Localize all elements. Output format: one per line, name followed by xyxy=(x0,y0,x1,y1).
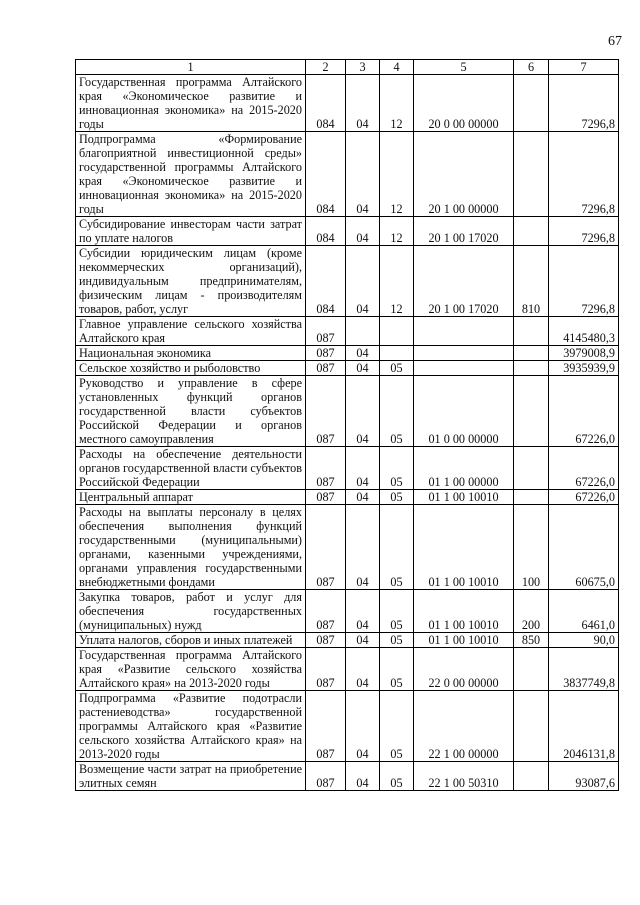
table-row xyxy=(76,633,619,648)
table-row xyxy=(76,361,619,376)
row-target-code: 01 1 00 10010 xyxy=(414,505,514,590)
row-target-code: 20 1 00 17020 xyxy=(414,246,514,317)
row-amount: 93087,6 xyxy=(549,762,619,791)
row-admin-code: 087 xyxy=(306,648,346,691)
row-amount: 7296,8 xyxy=(549,132,619,217)
row-admin-code: 087 xyxy=(306,376,346,447)
row-name: Государственная программа Алтайского края «Развитие сельского хозяйства Алтайского края» на 2013-2020 годы xyxy=(76,648,306,691)
row-amount: 90,0 xyxy=(549,633,619,648)
row-subsection-code: 12 xyxy=(380,217,414,246)
row-section-code: 04 xyxy=(346,590,380,633)
row-subsection-code: 12 xyxy=(380,132,414,217)
row-admin-code: 087 xyxy=(306,505,346,590)
row-expense-type: 200 xyxy=(514,590,549,633)
row-amount: 2046131,8 xyxy=(549,691,619,762)
row-section-code: 04 xyxy=(346,691,380,762)
row-expense-type xyxy=(514,75,549,132)
row-expense-type xyxy=(514,376,549,447)
row-amount: 7296,8 xyxy=(549,75,619,132)
row-section-code: 04 xyxy=(346,633,380,648)
row-name: Руководство и управление в сфере установленных функций органов государственной власти субъектов Российской Федерации и органов местного самоуправления xyxy=(76,376,306,447)
table-row xyxy=(76,648,619,691)
row-expense-type xyxy=(514,490,549,505)
row-target-code xyxy=(414,346,514,361)
table-row xyxy=(76,217,619,246)
row-subsection-code xyxy=(380,346,414,361)
header-row xyxy=(76,60,619,75)
row-subsection-code: 12 xyxy=(380,246,414,317)
row-amount: 3935939,9 xyxy=(549,361,619,376)
row-subsection-code: 05 xyxy=(380,490,414,505)
row-name: Подпрограмма «Формирование благоприятной инвестиционной среды» государственной программы Алтайского края «Экономическое развитие и инновационная экономика» на 2015-2020 годы xyxy=(76,132,306,217)
row-expense-type xyxy=(514,447,549,490)
table-row xyxy=(76,505,619,590)
row-section-code: 04 xyxy=(346,762,380,791)
row-admin-code: 084 xyxy=(306,75,346,132)
row-amount: 3837749,8 xyxy=(549,648,619,691)
table-row xyxy=(76,132,619,217)
row-admin-code: 087 xyxy=(306,691,346,762)
page-number: 67 xyxy=(608,34,622,49)
row-name: Закупка товаров, работ и услуг для обеспечения государственных (муниципальных) нужд xyxy=(76,590,306,633)
header-cell-6: 6 xyxy=(514,60,549,75)
header-cell-1: 1 xyxy=(76,60,306,75)
row-section-code: 04 xyxy=(346,246,380,317)
row-target-code: 22 0 00 00000 xyxy=(414,648,514,691)
row-target-code xyxy=(414,317,514,346)
header-cell-7: 7 xyxy=(549,60,619,75)
row-expense-type xyxy=(514,691,549,762)
row-amount: 7296,8 xyxy=(549,246,619,317)
row-amount: 6461,0 xyxy=(549,590,619,633)
row-admin-code: 087 xyxy=(306,447,346,490)
row-expense-type xyxy=(514,217,549,246)
header-cell-4: 4 xyxy=(380,60,414,75)
table-row xyxy=(76,317,619,346)
row-subsection-code: 05 xyxy=(380,633,414,648)
row-subsection-code: 05 xyxy=(380,590,414,633)
row-amount: 4145480,3 xyxy=(549,317,619,346)
table-body xyxy=(76,75,619,791)
row-amount: 67226,0 xyxy=(549,376,619,447)
row-name: Субсидирование инвесторам части затрат по уплате налогов xyxy=(76,217,306,246)
row-expense-type xyxy=(514,648,549,691)
row-target-code: 01 1 00 10010 xyxy=(414,633,514,648)
table-row xyxy=(76,246,619,317)
row-name: Расходы на выплаты персоналу в целях обеспечения выполнения функций государственными (муниципальными) органами, казенными учреждениями, органами управления государственными внебюджетными фондами xyxy=(76,505,306,590)
row-target-code: 20 1 00 17020 xyxy=(414,217,514,246)
row-target-code: 20 0 00 00000 xyxy=(414,75,514,132)
row-expense-type: 100 xyxy=(514,505,549,590)
header-cell-5: 5 xyxy=(414,60,514,75)
row-name: Центральный аппарат xyxy=(76,490,306,505)
row-amount: 67226,0 xyxy=(549,447,619,490)
row-subsection-code: 05 xyxy=(380,447,414,490)
table-row xyxy=(76,762,619,791)
row-section-code: 04 xyxy=(346,75,380,132)
row-admin-code: 084 xyxy=(306,217,346,246)
row-name: Субсидии юридическим лицам (кроме некоммерческих организаций), индивидуальным предпринимателям, физическим лицам - производителям товаров, работ, услуг xyxy=(76,246,306,317)
row-admin-code: 087 xyxy=(306,317,346,346)
row-target-code: 01 1 00 00000 xyxy=(414,447,514,490)
row-name: Государственная программа Алтайского края «Экономическое развитие и инновационная экономика» на 2015-2020 годы xyxy=(76,75,306,132)
row-admin-code: 087 xyxy=(306,361,346,376)
row-admin-code: 087 xyxy=(306,633,346,648)
table-row xyxy=(76,490,619,505)
row-expense-type: 810 xyxy=(514,246,549,317)
header-cell-3: 3 xyxy=(346,60,380,75)
row-expense-type xyxy=(514,361,549,376)
row-name: Возмещение части затрат на приобретение элитных семян xyxy=(76,762,306,791)
row-expense-type xyxy=(514,762,549,791)
header-cell-2: 2 xyxy=(306,60,346,75)
row-section-code: 04 xyxy=(346,505,380,590)
row-admin-code: 087 xyxy=(306,346,346,361)
row-section-code: 04 xyxy=(346,132,380,217)
row-name: Уплата налогов, сборов и иных платежей xyxy=(76,633,306,648)
table-row xyxy=(76,376,619,447)
table-row xyxy=(76,75,619,132)
row-subsection-code xyxy=(380,317,414,346)
row-admin-code: 087 xyxy=(306,490,346,505)
row-subsection-code: 12 xyxy=(380,75,414,132)
row-target-code: 20 1 00 00000 xyxy=(414,132,514,217)
row-name: Главное управление сельского хозяйства Алтайского края xyxy=(76,317,306,346)
row-amount: 60675,0 xyxy=(549,505,619,590)
row-section-code xyxy=(346,317,380,346)
row-expense-type xyxy=(514,346,549,361)
row-section-code: 04 xyxy=(346,490,380,505)
row-expense-type xyxy=(514,317,549,346)
row-section-code: 04 xyxy=(346,346,380,361)
row-target-code: 22 1 00 00000 xyxy=(414,691,514,762)
row-expense-type: 850 xyxy=(514,633,549,648)
row-target-code xyxy=(414,361,514,376)
table-row xyxy=(76,691,619,762)
row-subsection-code: 05 xyxy=(380,762,414,791)
row-admin-code: 084 xyxy=(306,132,346,217)
row-name: Подпрограмма «Развитие подотрасли растениеводства» государственной программы Алтайского края «Развитие сельского хозяйства Алтайского края» на 2013-2020 годы xyxy=(76,691,306,762)
row-amount: 3979008,9 xyxy=(549,346,619,361)
budget-table xyxy=(75,59,619,791)
row-section-code: 04 xyxy=(346,648,380,691)
row-target-code: 01 1 00 10010 xyxy=(414,490,514,505)
row-subsection-code: 05 xyxy=(380,691,414,762)
row-subsection-code: 05 xyxy=(380,376,414,447)
row-target-code: 01 1 00 10010 xyxy=(414,590,514,633)
row-section-code: 04 xyxy=(346,376,380,447)
row-admin-code: 087 xyxy=(306,762,346,791)
row-admin-code: 087 xyxy=(306,590,346,633)
row-subsection-code: 05 xyxy=(380,361,414,376)
row-subsection-code: 05 xyxy=(380,648,414,691)
row-expense-type xyxy=(514,132,549,217)
table-row xyxy=(76,590,619,633)
row-amount: 67226,0 xyxy=(549,490,619,505)
row-section-code: 04 xyxy=(346,447,380,490)
table-row xyxy=(76,346,619,361)
table-row xyxy=(76,447,619,490)
row-section-code: 04 xyxy=(346,217,380,246)
row-subsection-code: 05 xyxy=(380,505,414,590)
row-name: Национальная экономика xyxy=(76,346,306,361)
row-amount: 7296,8 xyxy=(549,217,619,246)
row-section-code: 04 xyxy=(346,361,380,376)
row-name: Расходы на обеспечение деятельности органов государственной власти субъектов Российской Федерации xyxy=(76,447,306,490)
row-name: Сельское хозяйство и рыболовство xyxy=(76,361,306,376)
row-target-code: 22 1 00 50310 xyxy=(414,762,514,791)
row-target-code: 01 0 00 00000 xyxy=(414,376,514,447)
row-admin-code: 084 xyxy=(306,246,346,317)
